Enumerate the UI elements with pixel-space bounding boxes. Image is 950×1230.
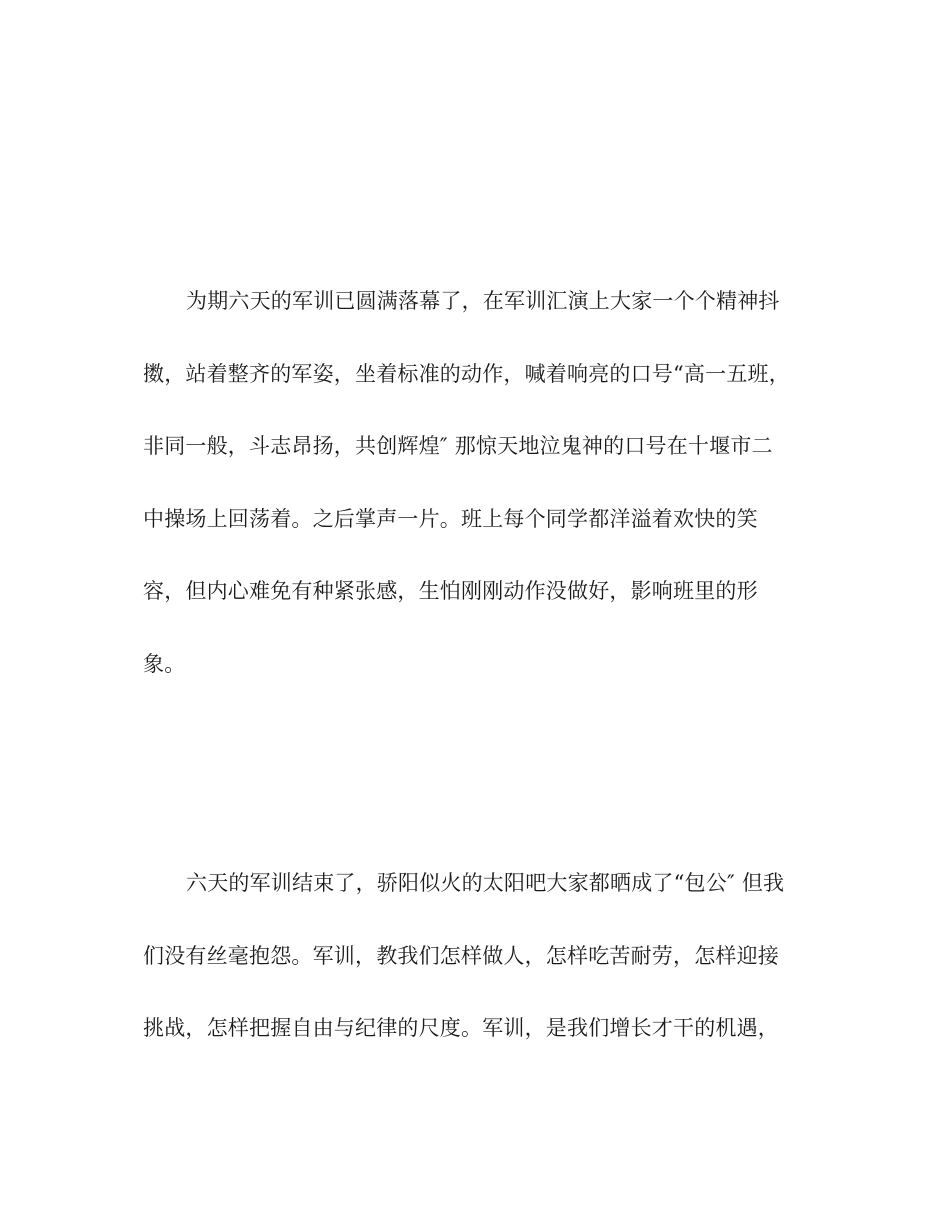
paragraph-1-line-1: 为期六天的军训已圆满落幕了，在军训汇演上大家一个个精神抖 [186, 289, 780, 313]
paragraph-2-line-3: 挑战，怎样把握自由与纪律的尺度。军训，是我们增长才干的机遇， [143, 1016, 779, 1040]
paragraph-2-line-2: 们没有丝毫抱怨。军训，教我们怎样做人，怎样吃苦耐劳，怎样迎接 [143, 944, 779, 968]
paragraph-1-line-3: 非同一般，斗志昂扬，共创辉煌″ 那惊天地泣鬼神的口号在十堰市二 [143, 434, 773, 458]
paragraph-1-line-2: 擞，站着整齐的军姿，坐着标准的动作，喊着响亮的口号“高一五班， [143, 362, 790, 386]
paragraph-2-line-1: 六天的军训结束了，骄阳似火的太阳吧大家都晒成了“包公″ 但我 [186, 871, 785, 895]
paragraph-1-line-4: 中操场上回荡着。之后掌声一片。班上每个同学都洋溢着欢快的笑 [143, 507, 758, 531]
paragraph-1-line-6: 象。 [143, 652, 186, 676]
paragraph-1-line-5: 容，但内心难免有种紧张感，生怕刚刚动作没做好，影响班里的形 [143, 579, 758, 603]
